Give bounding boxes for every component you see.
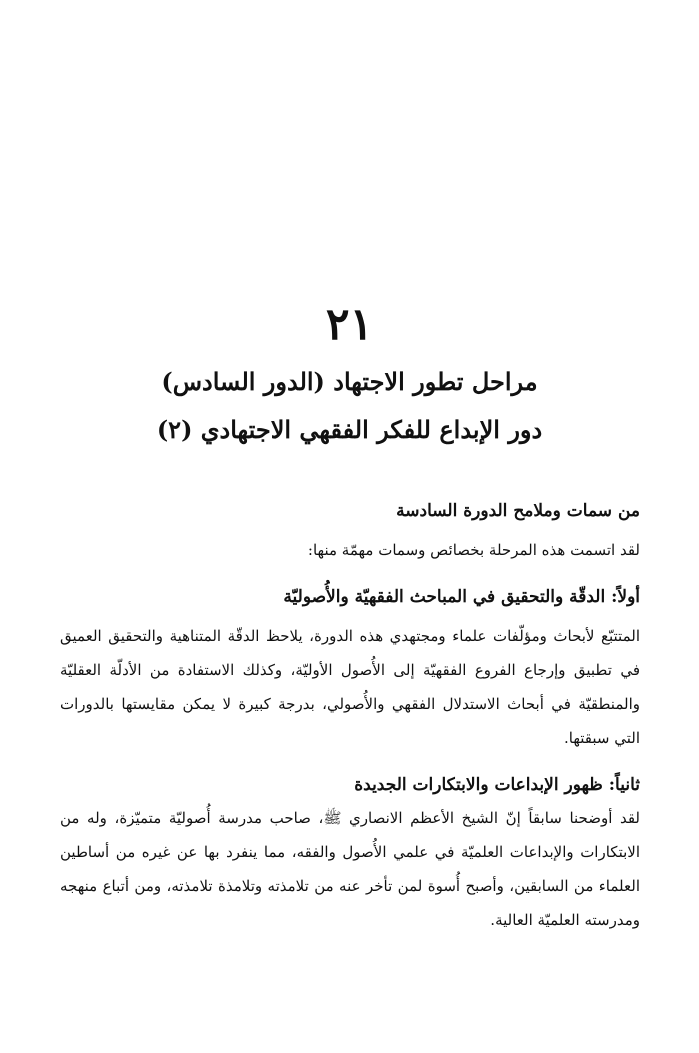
- chapter-title: مراحل تطور الاجتهاد (الدور السادس): [161, 367, 538, 396]
- section-paragraph: لقد اتسمت هذه المرحلة بخصائص وسمات مهمّة منها:: [307, 541, 640, 559]
- section-heading: ثانياً: ظهور الإبداعات والابتكارات الجديدة: [354, 775, 640, 795]
- section-heading: من سمات وملامح الدورة السادسة: [396, 501, 640, 521]
- section-heading: أولاً: الدقّة والتحقيق في المباحث الفقهيّة والأُصوليّة: [283, 587, 640, 607]
- page-content: [60, 495, 640, 937]
- chapter-subtitle: دور الإبداع للفكر الفقهي الاجتهادي (٢): [156, 415, 543, 444]
- chapter-number: ٢١: [325, 299, 374, 350]
- section-paragraph: لقد أوضحنا سابقاً إنّ الشيخ الأعظم الانصاري ﷺ، صاحب مدرسة أُصوليّة متميّزة، وله من الابتكارات والإبداعات العلميّة في علمي الأُصول والفقه، مما ينفرد بها عن غيره من أساطين العلماء من السابقين، وأصبح أُسوة لمن تأخر عنه من تلامذته وتلامذة تلامذته، ومن أتباع منهجه ومدرسته العلميّة العالية.: [60, 809, 640, 929]
- section-paragraph: المتتبّع لأبحاث ومؤلّفات علماء ومجتهدي هذه الدورة، يلاحظ الدقّة المتناهية والتحقيق العميق في تطبيق وإرجاع الفروع الفقهيّة إلى الأُصول الأوليّة، وكذلك الاستفادة من الأدلّة العقليّة والمنطقيّة في أبحاث الاستدلال الفقهي والأُصولي، بدرجة كبيرة لا يمكن مقايستها بالدورات التي سبقتها.: [60, 627, 640, 747]
